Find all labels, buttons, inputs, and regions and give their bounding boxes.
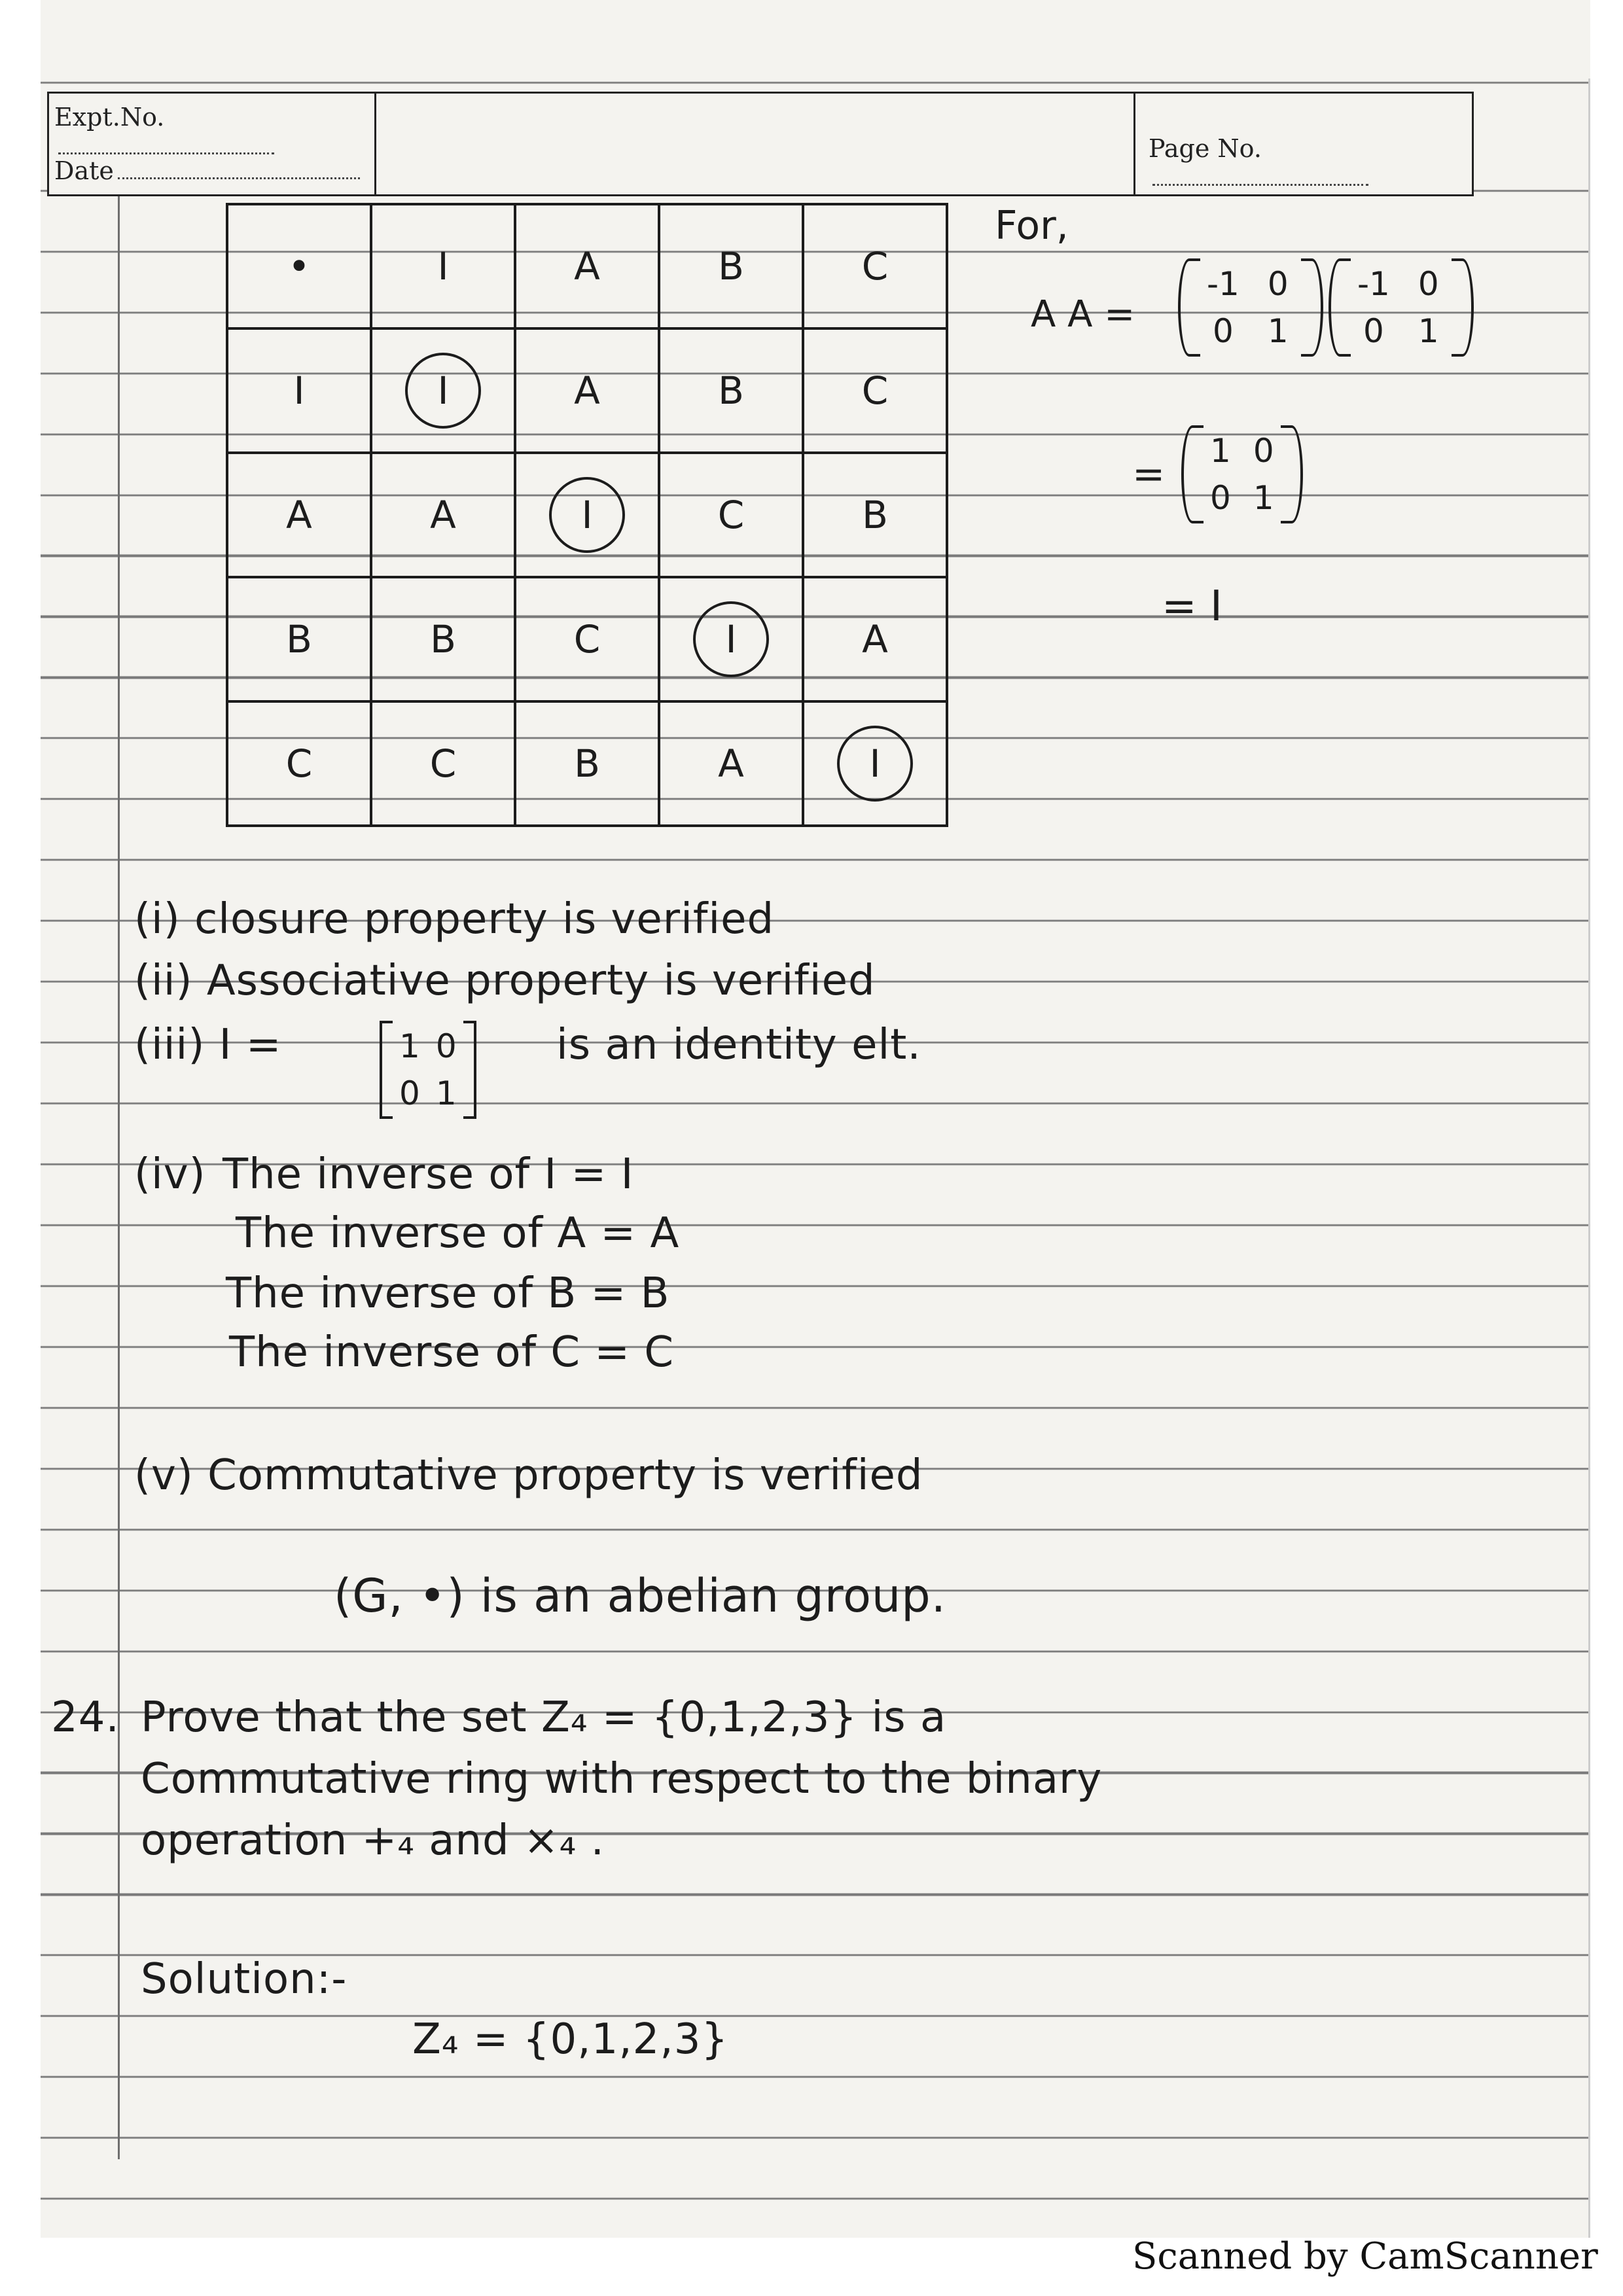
table-cell [515, 453, 659, 577]
conclusion: (G, •) is an abelian group. [334, 1569, 946, 1623]
for-label: For, [995, 203, 1069, 249]
matrix-entry: 0 [1363, 312, 1384, 350]
matrix-entry: -1 [1357, 265, 1390, 303]
matrix-entry: 1 [1253, 479, 1274, 517]
table-cell: B [659, 328, 803, 453]
question-line: Prove that the set Z₄ = {0,1,2,3} is a [141, 1693, 947, 1742]
table-cell: B [371, 577, 515, 701]
column-head: B [659, 204, 803, 328]
matrix-entry: 1 [1267, 312, 1289, 350]
table-cell: C [659, 453, 803, 577]
matrix-grid [1200, 265, 1301, 350]
table-cell [803, 701, 947, 826]
property-identity-prefix: (iii) I = [134, 1021, 282, 1069]
expt-no-label: Expt.No. [54, 103, 374, 160]
circled-cell: I [405, 353, 481, 429]
page-no-label: Page No. [1149, 134, 1472, 192]
row-head: C [227, 701, 371, 826]
bracket-right [463, 1021, 476, 1119]
column-head: C [803, 204, 947, 328]
matrix-entry: 0 [399, 1074, 420, 1112]
table-cell [371, 328, 515, 453]
question-line: Commutative ring with respect to the binary [141, 1755, 1103, 1803]
paren-right [1281, 425, 1303, 523]
table-cell: C [371, 701, 515, 826]
table-cell: B [803, 453, 947, 577]
matrix-entry: 0 [1253, 432, 1274, 470]
circled-cell: I [693, 601, 769, 677]
matrix-result [1181, 425, 1303, 523]
matrix-entry: 1 [399, 1027, 420, 1065]
matrix-entry: 0 [1210, 479, 1231, 517]
matrix-grid [393, 1027, 463, 1112]
inverse-line: The inverse of B = B [226, 1269, 670, 1318]
matrix-a-second [1329, 258, 1474, 357]
question-line: operation +₄ and ×₄ . [141, 1816, 605, 1865]
table-cell: A [659, 701, 803, 826]
date-label: Date [54, 156, 360, 185]
matrix-entry: 0 [1267, 265, 1289, 303]
matrix-grid [1204, 432, 1281, 517]
inverse-line: The inverse of A = A [236, 1209, 680, 1258]
matrix-entry: -1 [1207, 265, 1240, 303]
table-cell: A [803, 577, 947, 701]
circled-cell: I [837, 726, 913, 802]
row-head: I [227, 328, 371, 453]
table-cell: A [371, 453, 515, 577]
table-corner: • [227, 204, 371, 328]
matrix-entry: 0 [435, 1027, 457, 1065]
table-cell [659, 577, 803, 701]
table-cell: C [803, 328, 947, 453]
matrix-grid [1351, 265, 1452, 350]
expt-date-cell [49, 94, 376, 194]
property-associative: (ii) Associative property is verified [134, 957, 876, 1005]
identity-matrix [380, 1021, 476, 1119]
paren-left [1329, 258, 1351, 357]
matrix-entry: 1 [1418, 312, 1439, 350]
table-header-row [227, 204, 947, 328]
table-cell: B [515, 701, 659, 826]
question-number: 24. [51, 1693, 120, 1742]
bracket-left [380, 1021, 393, 1119]
property-closure: (i) closure property is verified [134, 895, 775, 944]
scanner-watermark: Scanned by CamScanner [1132, 2235, 1598, 2278]
column-head: A [515, 204, 659, 328]
page-top-margin [41, 0, 1590, 79]
inverse-line: The inverse of I = I [223, 1150, 634, 1199]
solution-label: Solution:- [141, 1955, 348, 2004]
operation-table [226, 203, 948, 827]
row-head: A [227, 453, 371, 577]
paren-left [1181, 425, 1204, 523]
table-cell: A [515, 328, 659, 453]
table-row [227, 328, 947, 453]
row-head: B [227, 577, 371, 701]
paren-left [1178, 258, 1200, 357]
table-row [227, 701, 947, 826]
matrix-entry: 0 [1418, 265, 1439, 303]
column-head: I [371, 204, 515, 328]
matrix-entry: 0 [1213, 312, 1234, 350]
margin-line [118, 196, 120, 2159]
paren-right [1301, 258, 1323, 357]
aa-label: A A = [1031, 293, 1135, 336]
table-row [227, 453, 947, 577]
table-row [227, 577, 947, 701]
property-inverse-label: (iv) [134, 1150, 206, 1199]
matrix-entry: 1 [1210, 432, 1231, 470]
matrix-a-first [1178, 258, 1323, 357]
result-identity: = I [1162, 582, 1222, 631]
solution-line: Z₄ = {0,1,2,3} [412, 2015, 729, 2064]
table-cell: C [515, 577, 659, 701]
property-commutative: (v) Commutative property is verified [134, 1451, 923, 1500]
circled-cell: I [549, 477, 625, 553]
inverse-line: The inverse of C = C [229, 1328, 675, 1377]
equals-sign: = [1132, 451, 1166, 497]
property-identity-suffix: is an identity elt. [556, 1021, 921, 1069]
title-cell [376, 94, 1135, 194]
paren-right [1452, 258, 1474, 357]
matrix-entry: 1 [435, 1074, 457, 1112]
header-box [47, 92, 1474, 196]
